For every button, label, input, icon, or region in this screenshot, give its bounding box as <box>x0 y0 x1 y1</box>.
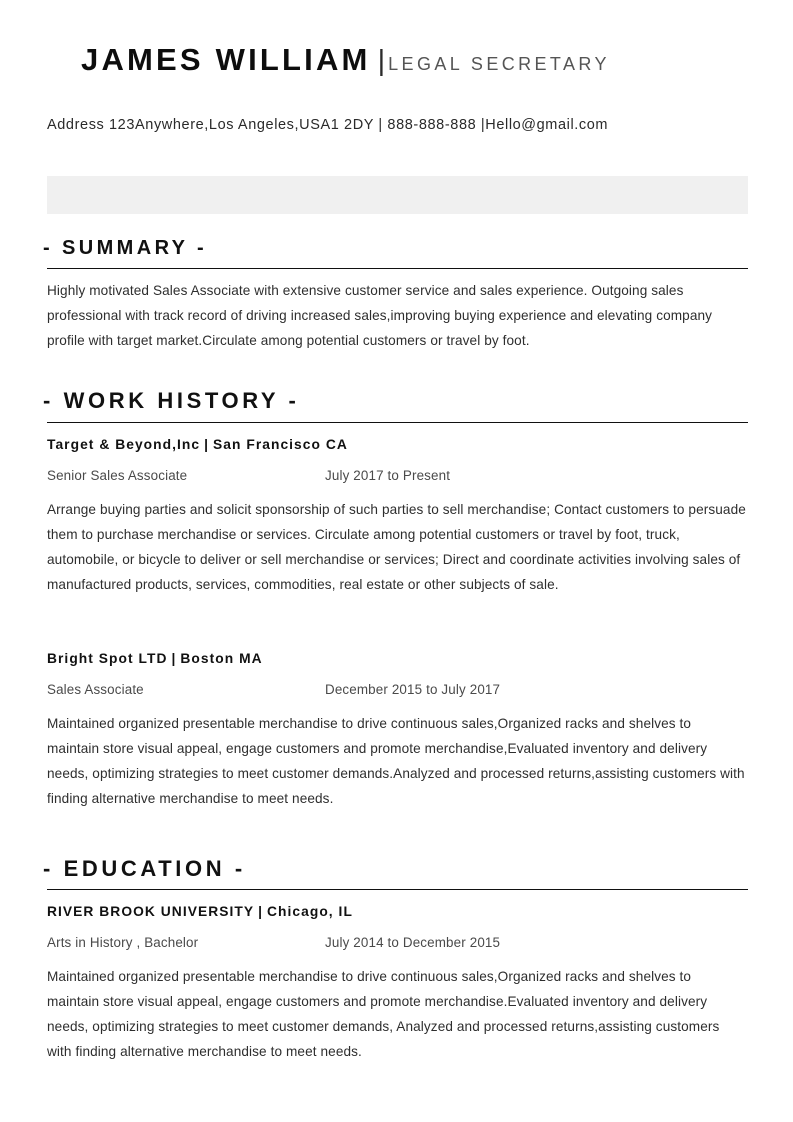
org-location-separator: | <box>204 436 210 452</box>
candidate-role: LEGAL SECRETARY <box>388 54 610 74</box>
education-entry-meta <box>47 935 748 950</box>
work-entry-title: Senior Sales Associate <box>47 467 188 483</box>
section-rule <box>47 268 748 269</box>
section-heading-education: - EDUCATION - <box>43 855 246 881</box>
summary-body: Highly motivated Sales Associate with extensive customer service and sales experience. Outgoing sales professional with track record of driving increased sales,improving buying experience and elevating company profile with target market.Circulate among potential customers or travel by foot. <box>47 283 713 348</box>
work-entry-meta <box>47 682 748 697</box>
work-entry-org-line <box>47 437 748 452</box>
org-location-separator: | <box>258 904 264 919</box>
work-entry-dates: July 2017 to Present <box>325 467 451 483</box>
name-role-separator: | <box>377 45 386 77</box>
resume-content <box>0 236 793 1064</box>
work-entry-dates: December 2015 to July 2017 <box>325 681 501 697</box>
education-entry-organization: RIVER BROOK UNIVERSITY <box>47 904 255 919</box>
section-work-history <box>43 387 748 811</box>
education-entry-org-line <box>47 904 748 919</box>
work-entry-location: San Francisco CA <box>213 436 348 452</box>
education-entry-location: Chicago, IL <box>267 904 353 919</box>
work-entry-organization: Target & Beyond,Inc <box>47 436 201 452</box>
org-location-separator: | <box>171 650 177 666</box>
section-summary <box>43 236 748 353</box>
education-entry-body: Maintained organized presentable merchandise to drive continuous sales,Organized racks and shelves to maintain store visual appeal, engage customers and promote merchandise.Evaluated inventory and delivery needs, optimizing strategies to meet customer demands, Analyzed and processed returns,assisting customers with finding alternative merchandise to meet needs. <box>47 969 720 1059</box>
work-entry-org-line <box>47 651 748 666</box>
work-entry-body: Maintained organized presentable merchandise to drive continuous sales,Organized racks and shelves to maintain store visual appeal, engage customers and promote merchandise,Evaluated inventory and delivery needs, optimizing strategies to meet customer demands.Analyzed and processed returns,assisting customers with finding alternative merchandise to meet needs. <box>47 715 745 806</box>
work-entry <box>47 651 748 811</box>
work-entry-title: Sales Associate <box>47 681 144 697</box>
section-rule <box>47 889 748 890</box>
gray-divider-band <box>47 176 748 214</box>
work-entry-location: Boston MA <box>180 650 263 666</box>
work-entry-meta <box>47 468 748 483</box>
education-entry <box>47 904 748 1064</box>
work-entry <box>47 437 748 597</box>
candidate-name: JAMES WILLIAM <box>81 42 371 77</box>
contact-line: Address 123Anywhere,Los Angeles,USA1 2DY | 888-888-888 |Hello@gmail.com <box>47 116 609 133</box>
section-heading-work-history: - WORK HISTORY - <box>43 388 300 413</box>
education-entry-dates: July 2014 to December 2015 <box>325 935 501 950</box>
section-education <box>43 855 748 1065</box>
section-heading-summary: - SUMMARY - <box>43 237 208 259</box>
work-entry-body: Arrange buying parties and solicit sponsorship of such parties to sell merchandise; Contact customers to persuade them to purchase merchandise or services. Circulate among potential customers or travel by foot, truck, automobile, or bicycle to deliver or sell merchandise or services; Direct and coordinate activities involving sales of manufactured products, services, commodities, real estate or other subjects of sale. <box>47 501 746 592</box>
resume-header <box>0 0 793 133</box>
name-line <box>47 44 748 77</box>
section-rule <box>47 422 748 423</box>
work-entry-organization: Bright Spot LTD <box>47 650 168 666</box>
education-entry-title: Arts in History , Bachelor <box>47 935 199 950</box>
